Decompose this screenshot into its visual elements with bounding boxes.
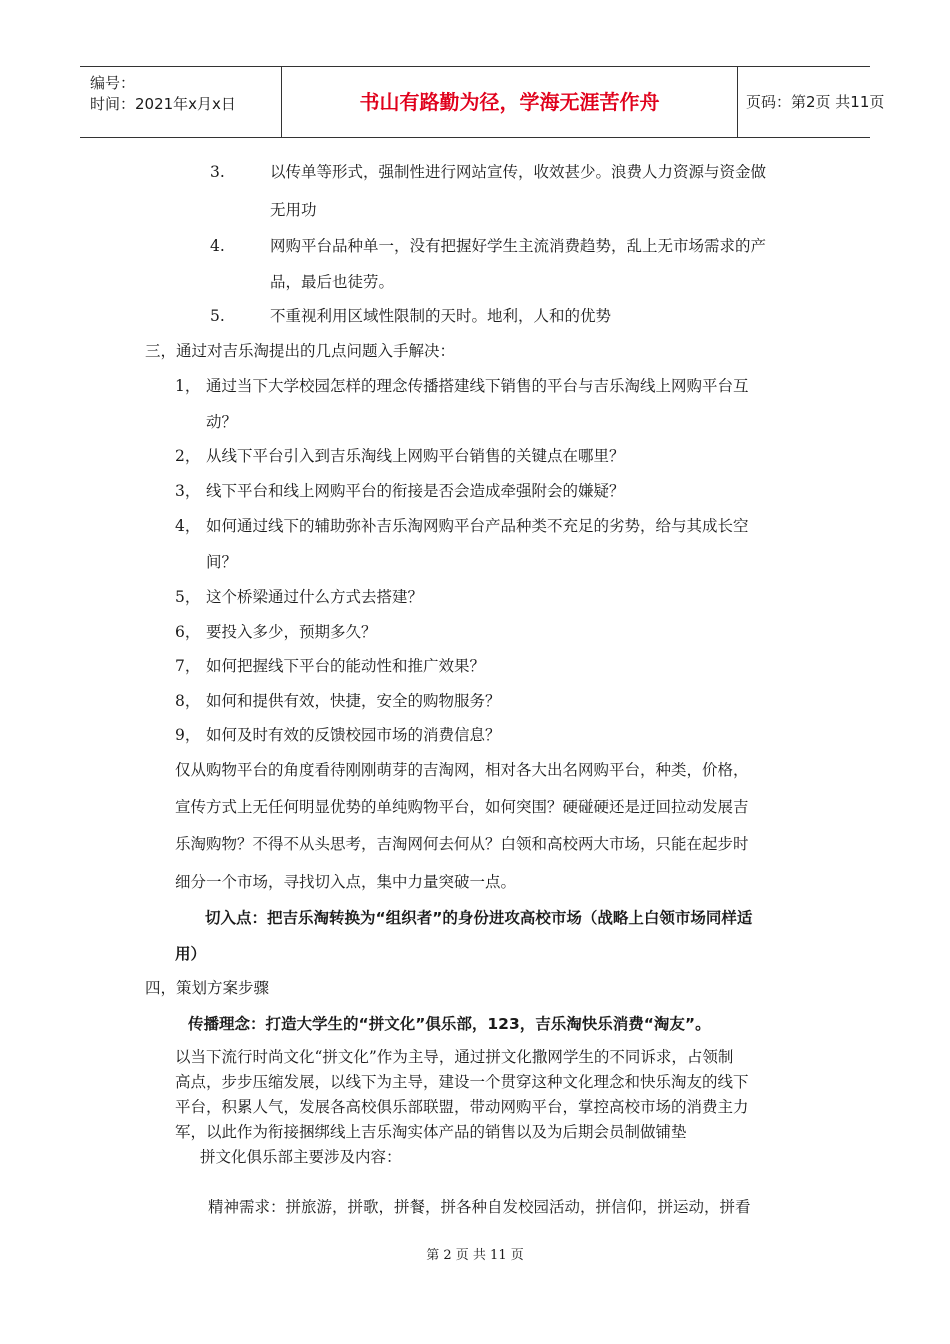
list-item-number: 5. <box>210 307 225 325</box>
list-item-text: 无用功 <box>270 201 317 219</box>
list-item-text: 间？ <box>206 553 238 571</box>
list-item-text: 要投入多少，预期多久？ <box>206 623 377 641</box>
list-item-text: 从线下平台引入到吉乐淘线上网购平台销售的关键点在哪里？ <box>206 447 625 465</box>
list-item-number: 4. <box>210 237 225 255</box>
page-header <box>80 66 885 138</box>
list-item-number: 4， <box>175 517 201 535</box>
list-item-text: 通过当下大学校园怎样的理念传播搭建线下销售的平台与吉乐淘线上网购平台互 <box>206 377 749 395</box>
list-item-number: 7， <box>175 657 201 675</box>
list-item-number: 6， <box>175 623 201 641</box>
header-motto: 书山有路勤为径，学海无涯苦作舟 <box>282 67 738 137</box>
list-item-number: 3. <box>210 163 225 181</box>
paragraph-line: 宣传方式上无任何明显优势的单纯购物平台，如何突围？硬碰硬还是迂回拉动发展吉 <box>175 798 749 816</box>
entry-point-line: 用） <box>175 945 207 963</box>
list-item-text: 不重视利用区域性限制的天时。地利，人和的优势 <box>270 307 612 325</box>
paragraph-line: 乐淘购物？不得不从头思考，吉淘网何去何从？白领和高校两大市场，只能在起步时 <box>175 835 749 853</box>
list-item-text: 这个桥梁通过什么方式去搭建？ <box>206 588 424 606</box>
list-item-number: 9， <box>175 726 201 744</box>
list-item-number: 2， <box>175 447 201 465</box>
paragraph-line: 仅从购物平台的角度看待刚刚萌芽的吉淘网，相对各大出名网购平台，种类，价格， <box>175 761 749 779</box>
paragraph-line: 军，以此作为衔接捆绑线上吉乐淘实体产品的销售以及为后期会员制做铺垫 <box>175 1123 687 1141</box>
paragraph-line: 高点，步步压缩发展，以线下为主导，建设一个贯穿这种文化理念和快乐淘友的线下 <box>175 1073 749 1091</box>
communication-concept: 传播理念：打造大学生的“拼文化”俱乐部，123，吉乐淘快乐消费“淘友”。 <box>188 1015 711 1033</box>
section-4-heading: 四，策划方案步骤 <box>145 979 270 997</box>
paragraph-line: 细分一个市场，寻找切入点，集中力量突破一点。 <box>175 873 517 891</box>
list-item-number: 3， <box>175 482 201 500</box>
list-item-text: 如何和提供有效，快捷，安全的购物服务？ <box>206 692 501 710</box>
list-item-text: 如何通过线下的辅助弥补吉乐淘网购平台产品种类不充足的劣势，给与其成长空 <box>206 517 749 535</box>
list-item-text: 如何及时有效的反馈校园市场的消费信息？ <box>206 726 501 744</box>
header-time-label: 时间：2021年x月x日 <box>90 95 236 113</box>
list-item-text: 线下平台和线上网购平台的衔接是否会造成牵强附会的嫌疑？ <box>206 482 625 500</box>
entry-point-line: 切入点：把吉乐淘转换为“组织者”的身份进攻高校市场（战略上白领市场同样适 <box>205 909 753 927</box>
header-meta <box>80 67 282 137</box>
club-intro: 拼文化俱乐部主要涉及内容： <box>200 1148 402 1166</box>
list-item-text: 动？ <box>206 413 238 431</box>
list-item-text: 品，最后也徒劳。 <box>270 273 395 291</box>
paragraph-line: 平台，积累人气，发展各高校俱乐部联盟，带动网购平台，掌控高校市场的消费主力 <box>175 1098 749 1116</box>
header-page-code: 页码：第2页 共11页 <box>746 93 885 111</box>
paragraph-line: 以当下流行时尚文化“拼文化”作为主导，通过拼文化撒网学生的不同诉求，占领制 <box>175 1048 734 1066</box>
header-number-label: 编号： <box>90 74 136 92</box>
list-item-number: 1， <box>175 377 201 395</box>
list-item-text: 网购平台品种单一，没有把握好学生主流消费趋势，乱上无市场需求的产 <box>270 237 767 255</box>
list-item-number: 5， <box>175 588 201 606</box>
list-item-number: 8， <box>175 692 201 710</box>
page-footer: 第 2 页 共 11 页 <box>426 1248 524 1263</box>
spiritual-needs: 精神需求：拼旅游，拼歌，拼餐，拼各种自发校园活动，拼信仰，拼运动，拼看 <box>208 1198 751 1216</box>
list-item-text: 如何把握线下平台的能动性和推广效果？ <box>206 657 486 675</box>
section-3-heading: 三，通过对吉乐淘提出的几点问题入手解决： <box>145 342 456 360</box>
list-item-text: 以传单等形式，强制性进行网站宣传，收效甚少。浪费人力资源与资金做 <box>270 163 767 181</box>
